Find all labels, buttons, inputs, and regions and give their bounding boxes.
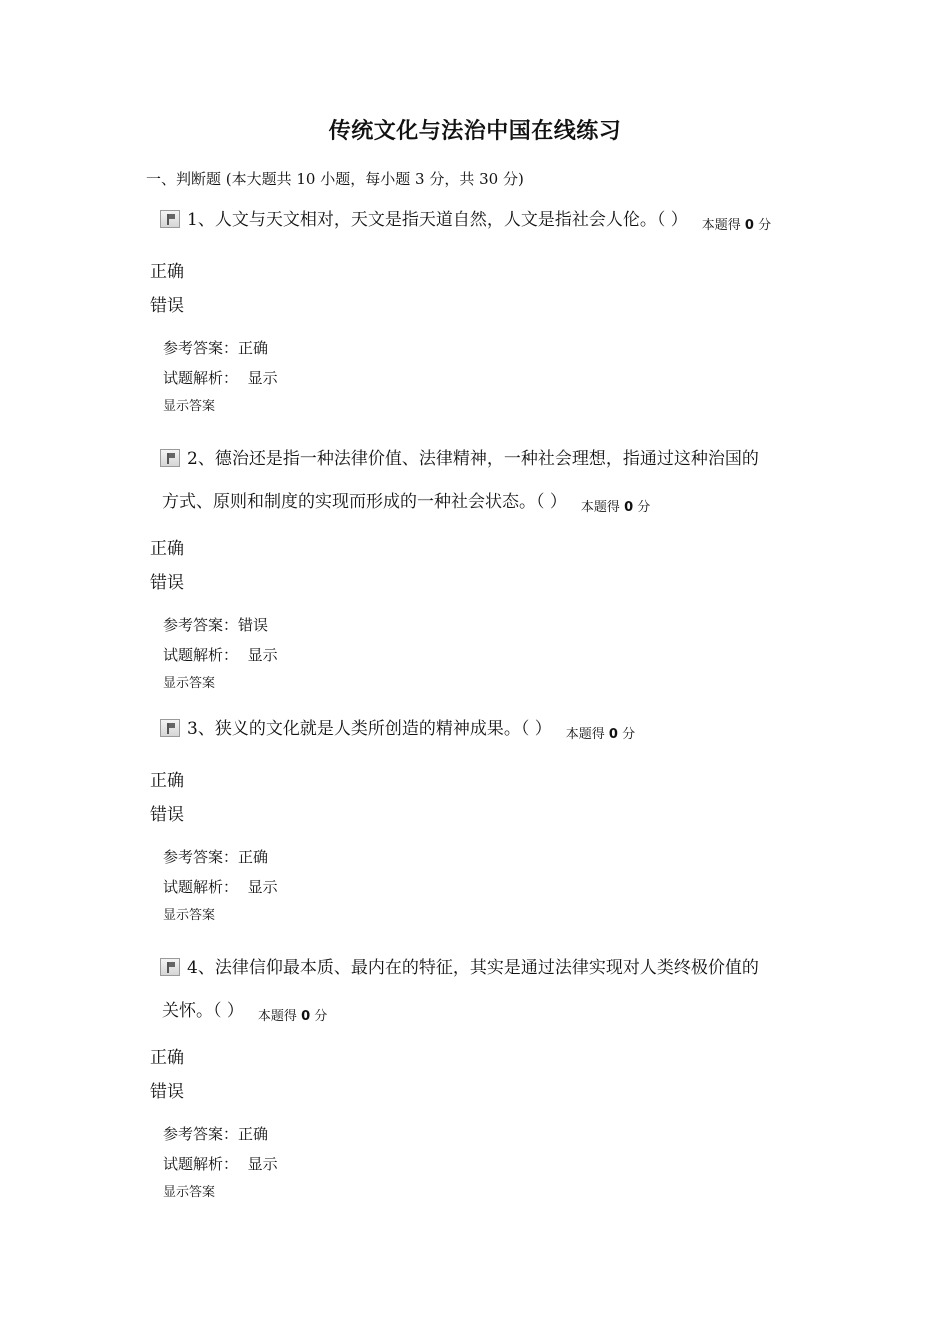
reference-answer-value: 正确 xyxy=(238,1125,269,1143)
analysis-show-link[interactable]: 显示 xyxy=(247,646,278,664)
analysis: 试题解析： 显示 xyxy=(163,369,278,387)
flag-icon[interactable] xyxy=(160,958,180,976)
option-true[interactable]: 正确 xyxy=(150,1048,184,1068)
question-stem: 3、狭义的文化就是人类所创造的精神成果。（ ） xyxy=(187,719,552,739)
options xyxy=(150,764,850,832)
answer-info xyxy=(150,610,850,670)
question-stem: 4、法律信仰最本质、最内在的特征，其实是通过法律实现对人类终极价值的 xyxy=(187,958,759,978)
reference-answer: 参考答案：正确 xyxy=(163,848,269,866)
analysis: 试题解析： 显示 xyxy=(163,646,278,664)
reference-answer: 参考答案：错误 xyxy=(163,616,269,634)
section-header: 一、判断题 (本大题共 10 小题，每小题 3 分，共 30 分) xyxy=(146,170,524,188)
reference-answer-value: 错误 xyxy=(238,616,269,634)
analysis: 试题解析： 显示 xyxy=(163,1155,278,1173)
score-value: 0 xyxy=(608,727,618,742)
question-stem-cont: 方式、原则和制度的实现而形成的一种社会状态。（ ） xyxy=(162,492,567,512)
show-answer-link[interactable]: 显示答案 xyxy=(163,399,216,414)
answer-info xyxy=(150,333,850,393)
question-text-line-2 xyxy=(150,479,850,525)
option-false[interactable]: 错误 xyxy=(150,573,184,593)
question-stem-cont: 关怀。（ ） xyxy=(162,1001,244,1021)
reference-answer: 参考答案：正确 xyxy=(163,1125,269,1143)
reference-answer-value: 正确 xyxy=(238,848,269,866)
score-label: 本题得 0 分 xyxy=(701,218,772,233)
question-text-line xyxy=(150,439,850,479)
show-answer-link[interactable]: 显示答案 xyxy=(163,676,216,691)
show-answer-link[interactable]: 显示答案 xyxy=(163,908,216,923)
reference-answer-value: 正确 xyxy=(238,339,269,357)
option-true[interactable]: 正确 xyxy=(150,262,184,282)
options xyxy=(150,255,850,323)
option-false[interactable]: 错误 xyxy=(150,296,184,316)
flag-icon[interactable] xyxy=(160,719,180,737)
question-3 xyxy=(150,709,850,930)
analysis: 试题解析： 显示 xyxy=(163,878,278,896)
question-stem: 1、人文与天文相对，天文是指天道自然，人文是指社会人伦。（ ） xyxy=(187,210,688,230)
option-true[interactable]: 正确 xyxy=(150,539,184,559)
option-false[interactable]: 错误 xyxy=(150,1082,184,1102)
analysis-show-link[interactable]: 显示 xyxy=(247,878,278,896)
question-2 xyxy=(150,439,850,698)
question-text-line xyxy=(150,948,850,988)
question-stem: 2、德治还是指一种法律价值、法律精神，一种社会理想，指通过这种治国的 xyxy=(187,449,759,469)
reference-answer: 参考答案：正确 xyxy=(163,339,269,357)
question-text-line xyxy=(150,709,850,749)
page-title: 传统文化与法治中国在线练习 xyxy=(328,119,622,144)
option-false[interactable]: 错误 xyxy=(150,805,184,825)
flag-icon[interactable] xyxy=(160,210,180,228)
score-label: 本题得 0 分 xyxy=(257,1009,328,1024)
score-label: 本题得 0 分 xyxy=(565,727,636,742)
question-4 xyxy=(150,948,850,1207)
question-text-line-2 xyxy=(150,988,850,1034)
options xyxy=(150,532,850,600)
score-value: 0 xyxy=(624,500,634,515)
score-value: 0 xyxy=(301,1009,311,1024)
answer-info xyxy=(150,1119,850,1179)
score-value: 0 xyxy=(744,218,754,233)
option-true[interactable]: 正确 xyxy=(150,771,184,791)
answer-info xyxy=(150,842,850,902)
score-label: 本题得 0 分 xyxy=(580,500,651,515)
analysis-show-link[interactable]: 显示 xyxy=(247,1155,278,1173)
analysis-show-link[interactable]: 显示 xyxy=(247,369,278,387)
show-answer-link[interactable]: 显示答案 xyxy=(163,1185,216,1200)
flag-icon[interactable] xyxy=(160,449,180,467)
question-1 xyxy=(150,200,850,421)
options xyxy=(150,1041,850,1109)
question-text-line xyxy=(150,200,850,240)
